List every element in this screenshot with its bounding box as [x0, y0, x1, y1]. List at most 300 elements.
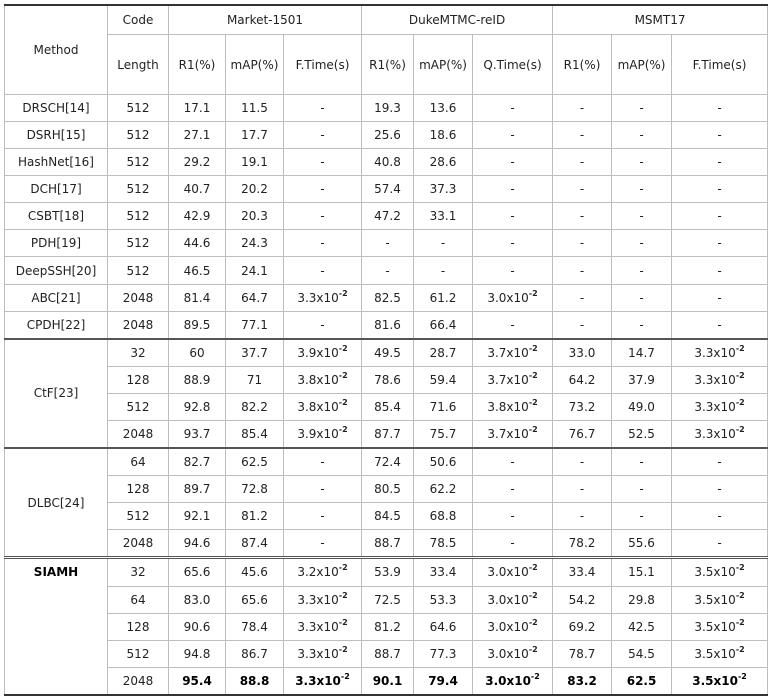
time-exponent: -2 — [735, 343, 745, 353]
value-cell: 61.2 — [414, 284, 473, 311]
code-length-cell: 2048 — [108, 311, 169, 339]
value-cell: 88.9 — [169, 366, 226, 393]
value-cell: - — [473, 230, 553, 257]
value-cell: 94.6 — [169, 530, 226, 558]
value-cell: - — [672, 122, 768, 149]
value-cell: 81.2 — [226, 503, 284, 530]
subheader-map: mAP(%) — [612, 35, 672, 95]
value-cell: - — [612, 122, 672, 149]
time-cell — [672, 339, 768, 367]
code-length-cell: 512 — [108, 257, 169, 284]
results-table — [4, 4, 768, 696]
value-cell: - — [553, 176, 612, 203]
value-cell: 65.6 — [169, 558, 226, 586]
table-row — [5, 257, 768, 284]
value-cell: 86.7 — [226, 640, 284, 667]
value-cell: 33.1 — [414, 203, 473, 230]
table-row — [5, 503, 768, 530]
time-exponent: -2 — [528, 370, 538, 380]
value-cell: - — [553, 122, 612, 149]
code-length-cell: 512 — [108, 230, 169, 257]
value-cell: - — [362, 230, 414, 257]
time-cell — [473, 366, 553, 393]
table-row — [5, 311, 768, 339]
value-cell: - — [612, 230, 672, 257]
value-cell: 53.3 — [414, 586, 473, 613]
value-cell: - — [473, 476, 553, 503]
time-base: 3.7x10 — [487, 345, 529, 360]
value-cell: 33.4 — [414, 558, 473, 586]
time-base: 3.3x10 — [295, 673, 341, 688]
value-cell: - — [672, 95, 768, 122]
table-row — [5, 95, 768, 122]
time-cell — [672, 586, 768, 613]
value-cell: 18.6 — [414, 122, 473, 149]
value-cell: - — [284, 311, 362, 339]
code-length-cell: 2048 — [108, 530, 169, 558]
value-cell: 19.3 — [362, 95, 414, 122]
time-exponent: -2 — [735, 563, 745, 573]
value-cell: 42.5 — [612, 613, 672, 640]
time-base: 3.2x10 — [297, 565, 339, 580]
value-cell: - — [284, 95, 362, 122]
value-cell: - — [473, 122, 553, 149]
value-cell: - — [553, 257, 612, 284]
time-base: 3.8x10 — [487, 399, 529, 414]
time-cell — [672, 667, 768, 695]
value-cell: - — [612, 476, 672, 503]
value-cell: 88.7 — [362, 530, 414, 558]
value-cell: 90.6 — [169, 613, 226, 640]
value-cell: 44.6 — [169, 230, 226, 257]
time-exponent: -2 — [735, 617, 745, 627]
time-base: 3.0x10 — [487, 646, 529, 661]
value-cell: - — [612, 503, 672, 530]
value-cell: 83.2 — [553, 667, 612, 695]
time-exponent: -2 — [528, 617, 538, 627]
value-cell: 20.2 — [226, 176, 284, 203]
dataset-header-msmt17: MSMT17 — [553, 5, 768, 35]
value-cell: - — [672, 284, 768, 311]
value-cell: 80.5 — [362, 476, 414, 503]
time-exponent: -2 — [528, 644, 538, 654]
value-cell: 82.2 — [226, 393, 284, 420]
value-cell: 92.1 — [169, 503, 226, 530]
table-row — [5, 667, 768, 695]
value-cell: 71 — [226, 366, 284, 393]
value-cell: 95.4 — [169, 667, 226, 695]
value-cell: 82.5 — [362, 284, 414, 311]
value-cell: 28.6 — [414, 149, 473, 176]
value-cell: - — [473, 203, 553, 230]
time-exponent: -2 — [737, 671, 747, 681]
time-base: 3.5x10 — [694, 646, 736, 661]
table-row — [5, 203, 768, 230]
value-cell: 42.9 — [169, 203, 226, 230]
value-cell: - — [553, 230, 612, 257]
code-length-cell: 512 — [108, 203, 169, 230]
time-cell — [672, 366, 768, 393]
time-base: 3.9x10 — [297, 427, 339, 442]
time-cell — [284, 558, 362, 586]
code-length-cell: 512 — [108, 503, 169, 530]
value-cell: 54.5 — [612, 640, 672, 667]
value-cell: - — [473, 257, 553, 284]
value-cell: - — [612, 149, 672, 176]
value-cell: 11.5 — [226, 95, 284, 122]
time-cell — [284, 586, 362, 613]
value-cell: 84.5 — [362, 503, 414, 530]
value-cell: - — [553, 95, 612, 122]
value-cell: 64.2 — [553, 366, 612, 393]
time-cell — [672, 640, 768, 667]
time-base: 3.3x10 — [297, 290, 339, 305]
value-cell: - — [672, 448, 768, 476]
time-exponent: -2 — [735, 590, 745, 600]
time-base: 3.7x10 — [487, 372, 529, 387]
code-length-cell: 32 — [108, 558, 169, 586]
time-exponent: -2 — [338, 590, 348, 600]
value-cell: - — [284, 257, 362, 284]
time-exponent: -2 — [338, 343, 348, 353]
time-cell — [473, 667, 553, 695]
value-cell: 49.5 — [362, 339, 414, 367]
method-cell: SIAMH — [5, 558, 108, 695]
method-cell: DCH[17] — [5, 176, 108, 203]
time-base: 3.3x10 — [297, 592, 339, 607]
code-length-cell: 512 — [108, 640, 169, 667]
time-cell — [473, 393, 553, 420]
time-base: 3.3x10 — [694, 399, 736, 414]
time-cell — [672, 558, 768, 586]
method-cell: DRSCH[14] — [5, 95, 108, 122]
value-cell: 64.7 — [226, 284, 284, 311]
method-cell: CPDH[22] — [5, 311, 108, 339]
value-cell: 15.1 — [612, 558, 672, 586]
time-exponent: -2 — [338, 644, 348, 654]
time-exponent: -2 — [528, 425, 538, 435]
subheader-map: mAP(%) — [414, 35, 473, 95]
table-body — [5, 95, 768, 696]
value-cell: - — [284, 149, 362, 176]
time-exponent: -2 — [528, 590, 538, 600]
value-cell: 17.7 — [226, 122, 284, 149]
value-cell: - — [672, 203, 768, 230]
value-cell: 46.5 — [169, 257, 226, 284]
table-row — [5, 176, 768, 203]
value-cell: 78.4 — [226, 613, 284, 640]
value-cell: 77.3 — [414, 640, 473, 667]
value-cell: - — [612, 95, 672, 122]
value-cell: 54.2 — [553, 586, 612, 613]
time-base: 3.5x10 — [692, 673, 738, 688]
time-cell — [473, 420, 553, 448]
time-cell — [284, 667, 362, 695]
value-cell: - — [362, 257, 414, 284]
table-row — [5, 284, 768, 311]
time-base: 3.8x10 — [297, 399, 339, 414]
value-cell: 75.7 — [414, 420, 473, 448]
time-base: 3.0x10 — [487, 592, 529, 607]
code-length-cell: 512 — [108, 122, 169, 149]
value-cell: 66.4 — [414, 311, 473, 339]
value-cell: - — [284, 122, 362, 149]
value-cell: - — [473, 503, 553, 530]
value-cell: 71.6 — [414, 393, 473, 420]
value-cell: - — [284, 476, 362, 503]
time-cell — [672, 420, 768, 448]
table-row — [5, 420, 768, 448]
value-cell: - — [612, 176, 672, 203]
code-length-cell: 2048 — [108, 420, 169, 448]
value-cell: 19.1 — [226, 149, 284, 176]
subheader-r1: R1(%) — [553, 35, 612, 95]
time-cell — [473, 613, 553, 640]
value-cell: 64.6 — [414, 613, 473, 640]
time-base: 3.5x10 — [694, 619, 736, 634]
subheader-time: F.Time(s) — [672, 35, 768, 95]
value-cell: - — [473, 530, 553, 558]
time-exponent: -2 — [338, 617, 348, 627]
table-row — [5, 149, 768, 176]
time-cell — [473, 284, 553, 311]
code-length-cell: 64 — [108, 586, 169, 613]
value-cell: - — [473, 311, 553, 339]
value-cell: - — [672, 149, 768, 176]
time-exponent: -2 — [528, 288, 538, 298]
value-cell: - — [553, 311, 612, 339]
code-length-cell: 512 — [108, 176, 169, 203]
time-exponent: -2 — [338, 563, 348, 573]
table-row — [5, 448, 768, 476]
value-cell: - — [284, 503, 362, 530]
time-cell — [284, 284, 362, 311]
value-cell: 72.8 — [226, 476, 284, 503]
method-cell: PDH[19] — [5, 230, 108, 257]
time-cell — [284, 393, 362, 420]
value-cell: 40.7 — [169, 176, 226, 203]
value-cell: - — [553, 149, 612, 176]
code-length-cell: 512 — [108, 95, 169, 122]
subheader-time: F.Time(s) — [284, 35, 362, 95]
value-cell: 83.0 — [169, 586, 226, 613]
value-cell: - — [284, 530, 362, 558]
time-base: 3.0x10 — [487, 565, 529, 580]
value-cell: 29.8 — [612, 586, 672, 613]
value-cell: 81.6 — [362, 311, 414, 339]
value-cell: 78.6 — [362, 366, 414, 393]
method-header: Method — [5, 5, 108, 95]
value-cell: - — [473, 448, 553, 476]
value-cell: - — [473, 149, 553, 176]
value-cell: 59.4 — [414, 366, 473, 393]
value-cell: 72.4 — [362, 448, 414, 476]
time-base: 3.8x10 — [297, 372, 339, 387]
value-cell: 60 — [169, 339, 226, 367]
time-cell — [672, 393, 768, 420]
time-exponent: -2 — [735, 644, 745, 654]
time-exponent: -2 — [735, 397, 745, 407]
time-exponent: -2 — [530, 671, 540, 681]
value-cell: 69.2 — [553, 613, 612, 640]
time-cell — [473, 586, 553, 613]
method-cell: DeepSSH[20] — [5, 257, 108, 284]
value-cell: 94.8 — [169, 640, 226, 667]
value-cell: - — [553, 476, 612, 503]
value-cell: 17.1 — [169, 95, 226, 122]
value-cell: - — [473, 95, 553, 122]
time-cell — [284, 366, 362, 393]
value-cell: 82.7 — [169, 448, 226, 476]
code-length-cell: 2048 — [108, 284, 169, 311]
time-base: 3.3x10 — [297, 619, 339, 634]
value-cell: 33.4 — [553, 558, 612, 586]
value-cell: 62.5 — [226, 448, 284, 476]
time-exponent: -2 — [338, 370, 348, 380]
time-base: 3.0x10 — [487, 290, 529, 305]
subheader-map: mAP(%) — [226, 35, 284, 95]
table-row — [5, 393, 768, 420]
value-cell: 78.7 — [553, 640, 612, 667]
time-exponent: -2 — [735, 370, 745, 380]
value-cell: 47.2 — [362, 203, 414, 230]
value-cell: 37.9 — [612, 366, 672, 393]
time-base: 3.3x10 — [694, 427, 736, 442]
time-cell — [473, 558, 553, 586]
time-cell — [672, 613, 768, 640]
subheader-r1: R1(%) — [169, 35, 226, 95]
value-cell: - — [284, 176, 362, 203]
value-cell: 57.4 — [362, 176, 414, 203]
value-cell: - — [553, 448, 612, 476]
value-cell: - — [672, 503, 768, 530]
value-cell: 40.8 — [362, 149, 414, 176]
value-cell: - — [414, 230, 473, 257]
code-length-cell: 32 — [108, 339, 169, 367]
value-cell: 20.3 — [226, 203, 284, 230]
value-cell: 79.4 — [414, 667, 473, 695]
value-cell: - — [473, 176, 553, 203]
value-cell: 68.8 — [414, 503, 473, 530]
value-cell: - — [553, 503, 612, 530]
time-cell — [473, 640, 553, 667]
value-cell: 87.7 — [362, 420, 414, 448]
time-base: 3.3x10 — [694, 372, 736, 387]
value-cell: 45.6 — [226, 558, 284, 586]
value-cell: - — [612, 203, 672, 230]
value-cell: 37.3 — [414, 176, 473, 203]
code-header: Code — [108, 5, 169, 35]
value-cell: - — [284, 203, 362, 230]
time-exponent: -2 — [338, 288, 348, 298]
code-length-cell: 128 — [108, 613, 169, 640]
method-cell: ABC[21] — [5, 284, 108, 311]
method-cell: HashNet[16] — [5, 149, 108, 176]
table-row — [5, 558, 768, 586]
code-length-cell: 512 — [108, 149, 169, 176]
value-cell: 33.0 — [553, 339, 612, 367]
value-cell: - — [672, 311, 768, 339]
value-cell: - — [672, 176, 768, 203]
time-base: 3.5x10 — [694, 592, 736, 607]
time-cell — [284, 339, 362, 367]
value-cell: 77.1 — [226, 311, 284, 339]
method-cell: DLBC[24] — [5, 448, 108, 558]
value-cell: 85.4 — [362, 393, 414, 420]
table-row — [5, 230, 768, 257]
method-cell: CtF[23] — [5, 339, 108, 448]
value-cell: 78.5 — [414, 530, 473, 558]
time-cell — [284, 640, 362, 667]
value-cell: 49.0 — [612, 393, 672, 420]
time-cell — [473, 339, 553, 367]
time-exponent: -2 — [528, 397, 538, 407]
code-length-cell: 2048 — [108, 667, 169, 695]
value-cell: 55.6 — [612, 530, 672, 558]
value-cell: - — [284, 448, 362, 476]
value-cell: 50.6 — [414, 448, 473, 476]
value-cell: - — [672, 530, 768, 558]
value-cell: 92.8 — [169, 393, 226, 420]
table-header — [5, 5, 768, 95]
time-base: 3.5x10 — [694, 565, 736, 580]
code-length-cell: 128 — [108, 366, 169, 393]
time-base: 3.9x10 — [297, 345, 339, 360]
value-cell: 89.5 — [169, 311, 226, 339]
value-cell: - — [612, 284, 672, 311]
value-cell: - — [284, 230, 362, 257]
value-cell: - — [672, 230, 768, 257]
code-length-cell: 64 — [108, 448, 169, 476]
time-exponent: -2 — [528, 343, 538, 353]
dataset-header-market1501: Market-1501 — [169, 5, 362, 35]
value-cell: 53.9 — [362, 558, 414, 586]
value-cell: - — [612, 448, 672, 476]
time-exponent: -2 — [338, 425, 348, 435]
table-row — [5, 339, 768, 367]
time-base: 3.3x10 — [297, 646, 339, 661]
value-cell: 73.2 — [553, 393, 612, 420]
value-cell: 78.2 — [553, 530, 612, 558]
value-cell: 90.1 — [362, 667, 414, 695]
table-row — [5, 586, 768, 613]
value-cell: - — [553, 284, 612, 311]
subheader-time: Q.Time(s) — [473, 35, 553, 95]
time-cell — [284, 613, 362, 640]
value-cell: 24.3 — [226, 230, 284, 257]
table-row — [5, 530, 768, 558]
value-cell: - — [672, 476, 768, 503]
time-exponent: -2 — [338, 397, 348, 407]
table-row — [5, 640, 768, 667]
table-row — [5, 476, 768, 503]
time-exponent: -2 — [528, 563, 538, 573]
length-header: Length — [108, 35, 169, 95]
value-cell: 93.7 — [169, 420, 226, 448]
value-cell: 29.2 — [169, 149, 226, 176]
value-cell: 76.7 — [553, 420, 612, 448]
value-cell: 52.5 — [612, 420, 672, 448]
value-cell: 24.1 — [226, 257, 284, 284]
value-cell: 81.4 — [169, 284, 226, 311]
value-cell: 27.1 — [169, 122, 226, 149]
table-row — [5, 122, 768, 149]
code-length-cell: 512 — [108, 393, 169, 420]
value-cell: 28.7 — [414, 339, 473, 367]
value-cell: 14.7 — [612, 339, 672, 367]
value-cell: - — [612, 311, 672, 339]
value-cell: 62.5 — [612, 667, 672, 695]
